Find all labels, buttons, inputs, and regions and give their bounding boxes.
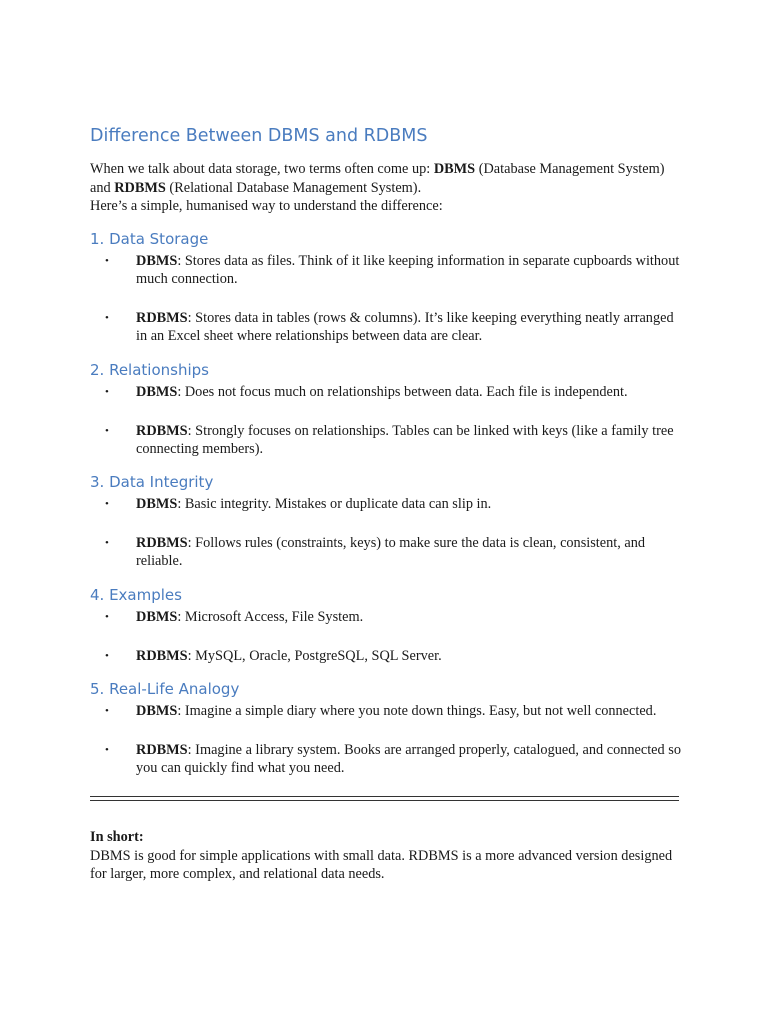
- bullet-icon: •: [105, 498, 109, 510]
- document-title: Difference Between DBMS and RDBMS: [90, 126, 428, 146]
- document-page: [90, 0, 680, 1024]
- bullet-list: [90, 252, 682, 345]
- list-item: • RDBMS: Imagine a library system. Books are arranged properly, catalogued, and connected so you can quickly find what you need.: [105, 742, 681, 776]
- list-item: • RDBMS: MySQL, Oracle, PostgreSQL, SQL Server.: [105, 648, 442, 664]
- list-item: • RDBMS: Follows rules (constraints, keys) to make sure the data is clean, consistent, and reliable.: [105, 535, 646, 569]
- section-heading: 3. Data Integrity: [90, 473, 214, 491]
- list-item: • DBMS: Microsoft Access, File System.: [105, 609, 364, 625]
- section-data-integrity: [90, 472, 682, 570]
- bullet-icon: •: [105, 705, 109, 717]
- section-heading: 4. Examples: [90, 586, 182, 604]
- list-item: • DBMS: Basic integrity. Mistakes or duplicate data can slip in.: [105, 496, 492, 512]
- section-real-life-analogy: [90, 679, 682, 777]
- intro-paragraph: [90, 160, 682, 216]
- bullet-icon: •: [105, 650, 109, 662]
- bullet-icon: •: [105, 744, 109, 756]
- bullet-icon: •: [105, 611, 109, 623]
- bullet-icon: •: [105, 255, 109, 267]
- intro-rdbms-term: RDBMS: [114, 179, 166, 196]
- bullet-icon: •: [105, 537, 109, 549]
- summary-block: [90, 828, 682, 884]
- section-relationships: [90, 360, 682, 458]
- list-item: • RDBMS: Stores data in tables (rows & columns). It’s like keeping everything neatly arranged in an Excel sheet where relationships between data are clear.: [105, 310, 674, 344]
- list-item: • DBMS: Stores data as files. Think of it like keeping information in separate cupboards without much connection.: [105, 253, 680, 287]
- bullet-list: [90, 383, 682, 458]
- section-data-storage: [90, 229, 682, 345]
- intro-line-2: Here’s a simple, humanised way to understand the difference:: [90, 198, 443, 214]
- list-item: • RDBMS: Strongly focuses on relationships. Tables can be linked with keys (like a family tree connecting members).: [105, 423, 674, 457]
- summary-text: DBMS is good for simple applications with small data. RDBMS is a more advanced version designed for larger, more complex, and relational data needs.: [90, 847, 673, 882]
- horizontal-divider: [90, 796, 679, 801]
- intro-line-1: When we talk about data storage, two terms often come up: DBMS (Database Management System) and RDBMS (Relational Database Management System).: [90, 161, 665, 196]
- bullet-list: [90, 702, 682, 777]
- section-heading: 5. Real-Life Analogy: [90, 680, 240, 698]
- bullet-icon: •: [105, 386, 109, 398]
- intro-dbms-term: DBMS: [433, 161, 476, 177]
- list-item: • DBMS: Imagine a simple diary where you note down things. Easy, but not well connected.: [105, 703, 657, 719]
- list-item: • DBMS: Does not focus much on relationships between data. Each file is independent.: [105, 384, 628, 400]
- bullet-list: [90, 495, 682, 570]
- bullet-icon: •: [105, 312, 109, 324]
- bullet-icon: •: [105, 425, 109, 437]
- section-heading: 1. Data Storage: [90, 230, 209, 248]
- summary-heading: In short:: [90, 829, 144, 845]
- section-examples: [90, 585, 682, 665]
- bullet-list: [90, 608, 682, 665]
- section-heading: 2. Relationships: [90, 361, 209, 379]
